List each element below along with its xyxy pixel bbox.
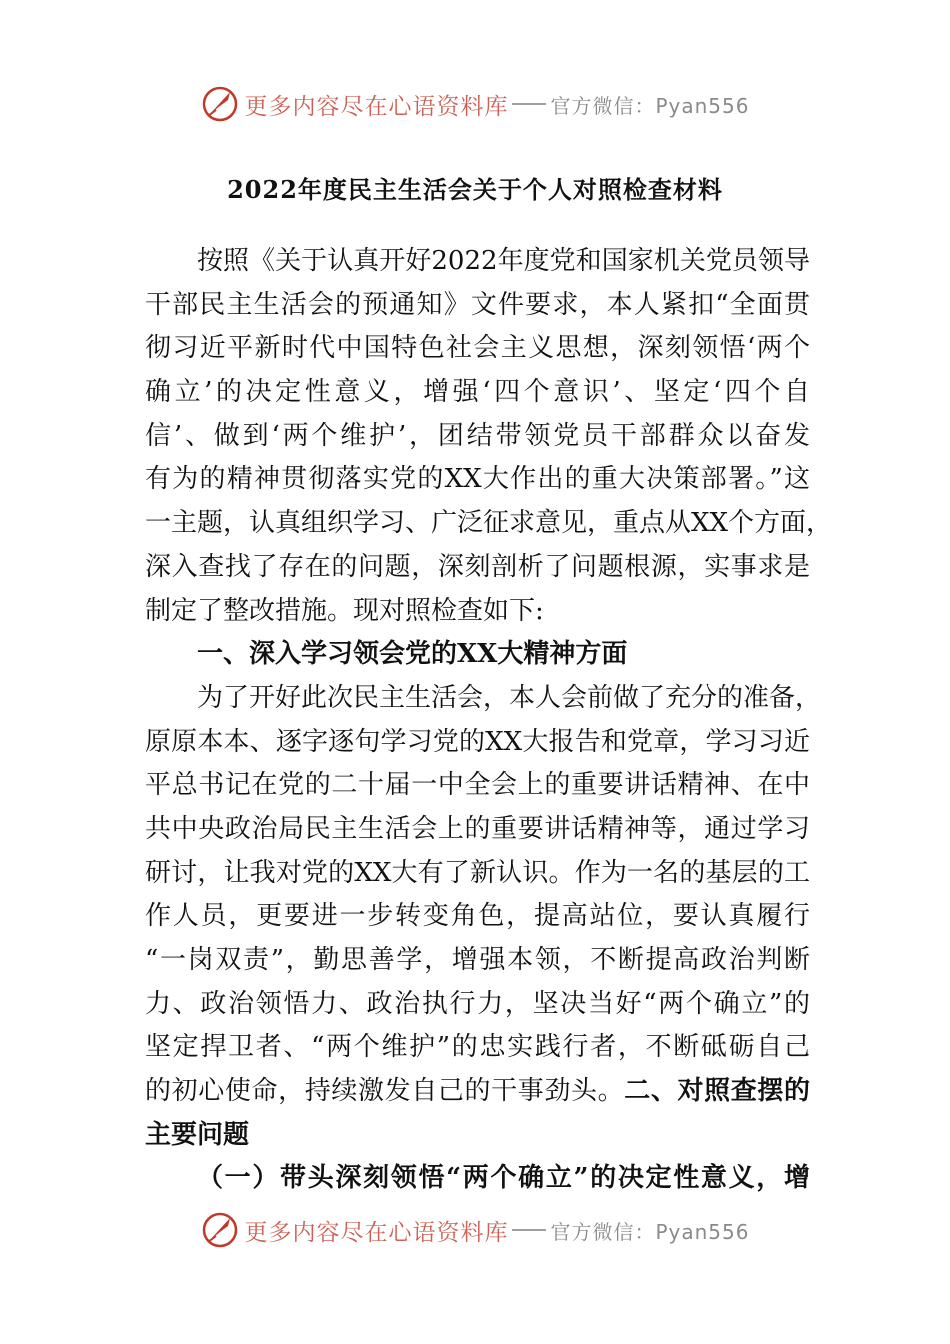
subsection-heading-1: （一）带头深刻领悟“两个确立”的决定性意义，增: [197, 1163, 810, 1194]
body-line: 坚定捍卫者、“两个维护”的忠实践行者，不断砥砺自己: [145, 1032, 810, 1063]
quill-logo-icon: [200, 84, 240, 124]
body-line: 力、政治领悟力、政治执行力，坚决当好“两个确立”的: [145, 988, 810, 1019]
watermark-top: [0, 84, 950, 124]
body-line: 研讨，让我对党的XX大有了新认识。作为一名的基层的工: [145, 857, 810, 888]
body-line: 平总书记在党的二十届一中全会上的重要讲话精神、在中: [145, 770, 810, 801]
watermark-side-text: 官方微信：Pyan556: [550, 93, 750, 118]
body-line: 作人员，更要进一步转变角色，提高站位，要认真履行: [145, 901, 810, 932]
body-line: 干部民主生活会的预通知》文件要求，本人紧扣“全面贯: [145, 289, 810, 320]
body-line: 共中央政治局民主生活会上的重要讲话精神等，通过学习: [145, 813, 810, 844]
watermark-main-text: 更多内容尽在心语资料库: [244, 1219, 509, 1246]
body-line: 原原本本、逐字逐句学习党的XX大报告和党章，学习习近: [145, 726, 810, 757]
body-line: 确立’的决定性意义，增强‘四个意识’、坚定‘四个自: [145, 377, 810, 408]
body-line: 有为的精神贯彻落实党的XX大作出的重大决策部署。”这: [145, 464, 810, 495]
body-line: 一主题，认真组织学习、广泛征求意见，重点从XX个方面，: [145, 508, 833, 539]
body-line: 为了开好此次民主生活会，本人会前做了充分的准备，: [197, 682, 822, 713]
body-line: 制定了整改措施。现对照检查如下:: [145, 595, 544, 626]
body-line: 的初心使命，持续激发自己的干事劲头。: [145, 1076, 625, 1107]
body-line: 彻习近平新时代中国特色社会主义思想，深刻领悟‘两个: [145, 333, 810, 364]
watermark-dash: [512, 103, 546, 105]
body-line: 深入查找了存在的问题，深刻剖析了问题根源，实事求是: [145, 551, 810, 582]
watermark-dash: [512, 1229, 546, 1231]
document-body: [145, 240, 833, 1201]
watermark-main-text: 更多内容尽在心语资料库: [244, 93, 509, 120]
body-line: “一岗双责”，勤思善学，增强本领，不断提高政治判断: [145, 945, 810, 975]
section-heading-1: 一、深入学习领会党的XX大精神方面: [197, 639, 628, 670]
body-line-with-heading: [145, 1070, 810, 1114]
quill-logo-icon: [200, 1210, 240, 1250]
body-line: 信’、做到‘两个维护’，团结带领党员干部群众以奋发: [145, 420, 810, 451]
document-title: 2022年度民主生活会关于个人对照检查材料: [227, 175, 723, 204]
watermark-bottom: [0, 1210, 950, 1250]
body-line: 按照《关于认真开好2022年度党和国家机关党员领导: [197, 246, 810, 276]
watermark-side-text: 官方微信：Pyan556: [550, 1219, 750, 1244]
section-heading-2: 二、对照查摆的: [624, 1076, 810, 1107]
section-heading-2-cont: 主要问题: [145, 1119, 250, 1150]
